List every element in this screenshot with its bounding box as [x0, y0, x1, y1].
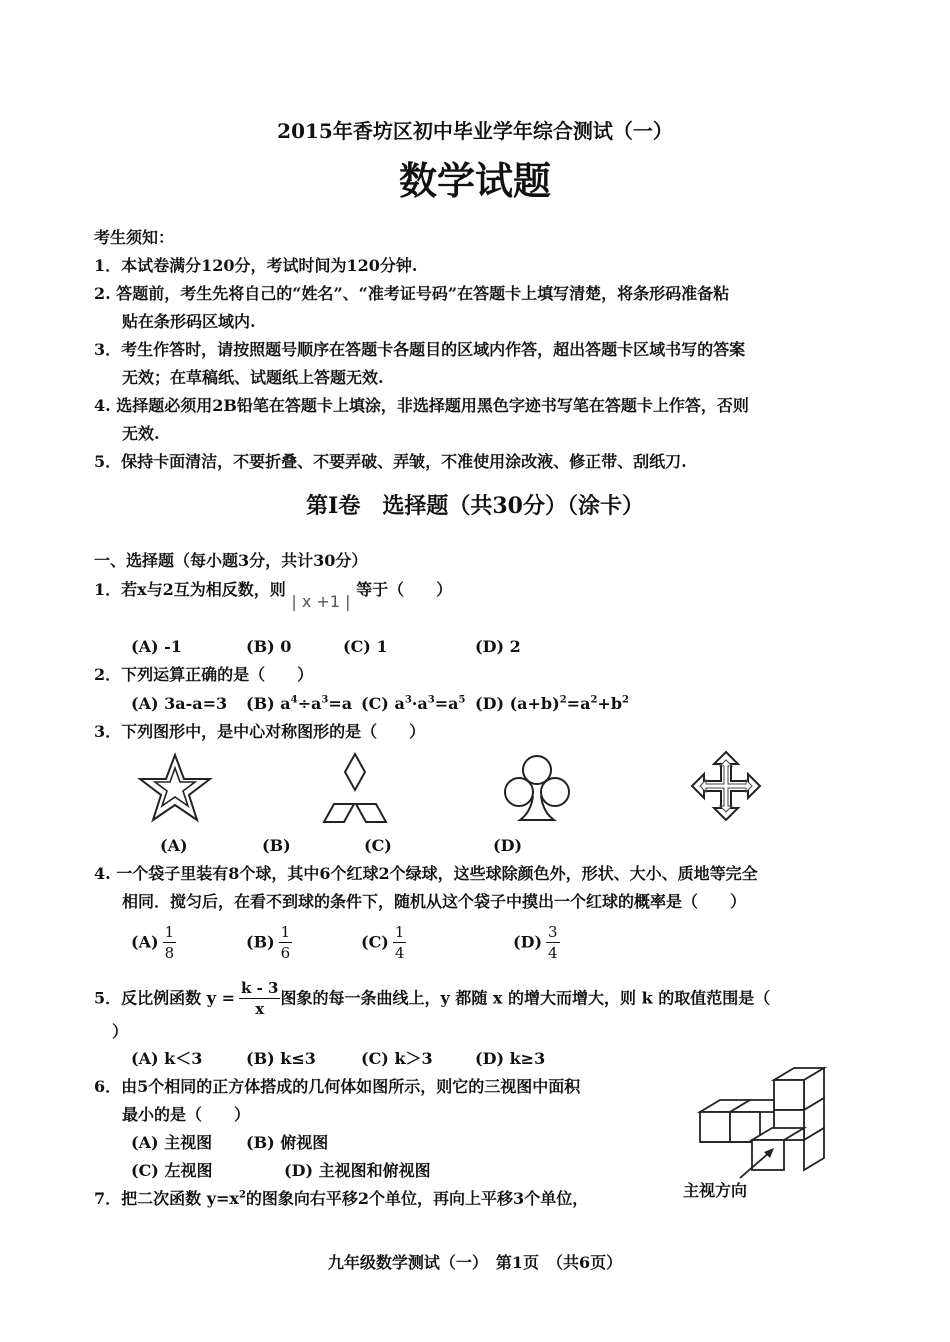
exam-title: 2015年香坊区初中毕业学年综合测试（一） — [277, 119, 673, 143]
figure-label: (D) — [493, 836, 523, 855]
question-1 — [94, 578, 453, 611]
figure-label: (C) — [364, 836, 392, 855]
option: (B) k≤3 — [246, 1049, 316, 1068]
figure-caption: 主视方向 — [683, 1181, 748, 1200]
four-arrow-figure — [690, 750, 762, 822]
option: (B) $a^4\div a^3=a$ — [246, 694, 353, 713]
option: (A) 主视图 — [131, 1133, 213, 1152]
subject-title: 数学试题 — [398, 158, 551, 203]
option: (A) -1 — [131, 637, 182, 656]
star-figure — [136, 752, 214, 824]
cube-stack-figure — [690, 1060, 830, 1185]
notice-item: 1．本试卷满分120分，考试时间为120分钟. — [94, 256, 418, 275]
question-stem: 1．若x与2互为相反数，则 — [94, 580, 286, 599]
question-3: 3．下列图形中，是中心对称图形的是（ ） — [94, 722, 426, 741]
option: (C) 1 — [343, 637, 388, 656]
option: (D) $\frac{3}{4}$ — [513, 923, 558, 962]
part-heading: 一、选择题（每小题3分，共计30分） — [94, 551, 368, 570]
notice-item: 2. 答题前，考生先将自己的“姓名”、“准考证号码”在答题卡上填写清楚，将条形码准备粘 — [94, 284, 730, 303]
question-stem: 等于（ ） — [356, 580, 453, 599]
notice-item: 无效；在草稿纸、试题纸上答题无效. — [122, 368, 384, 387]
option: (A) $\frac{1}{8}$ — [131, 923, 175, 962]
option: (D) $(a+b)^2=a^2+b^2$ — [475, 694, 629, 713]
notice-item: 5．保持卡面清洁，不要折叠、不要弄破、弄皱，不准使用涂改液、修正带、刮纸刀. — [94, 452, 687, 471]
option: (C) k＞3 — [361, 1049, 433, 1068]
figure-label: (A) — [160, 836, 188, 855]
question-4-cont: 相同．搅匀后，在看不到球的条件下，随机从这个袋子中摸出一个红球的概率是（ ） — [122, 892, 747, 911]
option: (D) k≥3 — [475, 1049, 546, 1068]
option: (B) 俯视图 — [246, 1133, 329, 1152]
option: (B) $\frac{1}{6}$ — [246, 923, 291, 962]
question-2: 2．下列运算正确的是（ ） — [94, 665, 314, 684]
figure-label: (B) — [262, 836, 291, 855]
option: (C) $\frac{1}{4}$ — [361, 923, 405, 962]
three-diamond-figure — [320, 752, 390, 824]
question-6-cont: 最小的是（ ） — [122, 1105, 251, 1124]
notice-item: 贴在条形码区域内. — [122, 312, 256, 331]
option: (C) $a^3\cdot a^3=a^5$ — [361, 694, 466, 713]
question-6: 6．由5个相同的正方体搭成的几何体如图所示，则它的三视图中面积 — [94, 1077, 581, 1096]
notice-item: 3．考生作答时，请按照题号顺序在答题卡各题目的区域内作答，超出答题卡区域书写的答案 — [94, 340, 746, 359]
notice-item: 4. 选择题必须用2B铅笔在答题卡上填涂，非选择题用黑色字迹书写笔在答题卡上作答，否则 — [94, 396, 749, 415]
option: (A) 3a-a=3 — [131, 694, 228, 713]
question-7: 7．把二次函数 $y=x^2$的图象向右平移2个单位，再向上平移3个单位， — [94, 1189, 589, 1208]
page-footer: 九年级数学测试（一） 第1页 （共6页） — [327, 1253, 623, 1272]
notice-heading: 考生须知： — [94, 228, 175, 247]
question-5-cont: ） — [112, 1022, 129, 1041]
question-5: 5．反比例函数 y = $\frac{k - 3}{x}$ 图象的每一条曲线上，y 都随 x 的增大而增大，则 k 的取值范围是（ — [94, 979, 771, 1018]
option: (C) 左视图 — [131, 1161, 213, 1180]
club-figure — [500, 752, 574, 824]
option: (D) 2 — [475, 637, 521, 656]
question-4: 4. 一个袋子里装有8个球，其中6个红球2个绿球，这些球除颜色外，形状、大小、质地等完全 — [94, 864, 758, 883]
option: (B) 0 — [246, 637, 292, 656]
notice-item: 无效. — [122, 424, 160, 443]
option: (A) k＜3 — [131, 1049, 203, 1068]
section-title: 第Ⅰ卷 选择题（共30分）（涂卡） — [306, 493, 644, 519]
option: (D) 主视图和俯视图 — [284, 1161, 431, 1180]
abs-expression: | x +1 | — [291, 592, 351, 611]
